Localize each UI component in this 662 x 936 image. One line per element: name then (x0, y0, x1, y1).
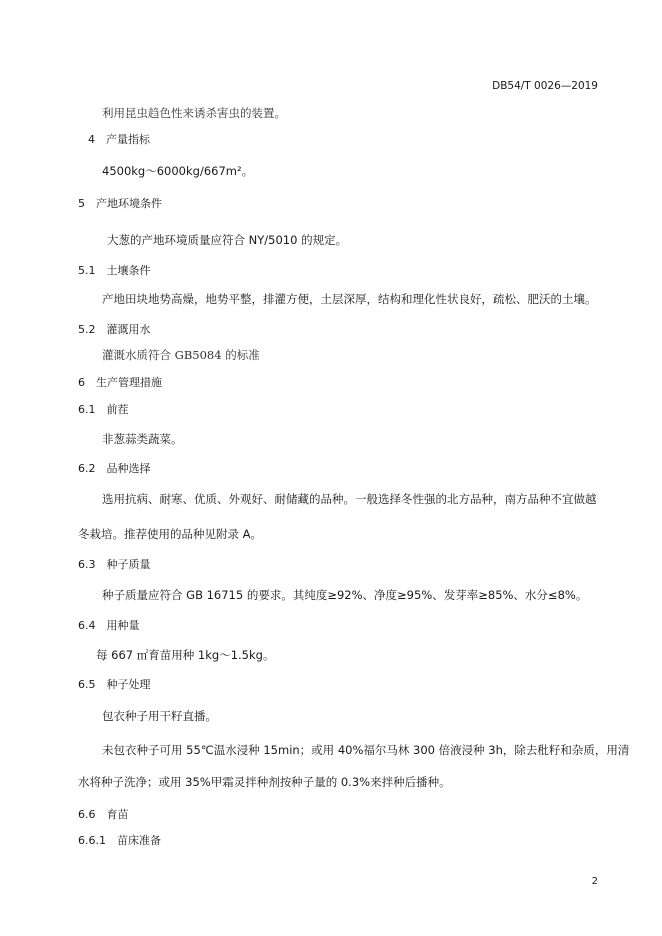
section-heading-6-2: 6.2 品种选择 (78, 462, 151, 475)
section-heading-6-6: 6.6 育苗 (78, 808, 129, 821)
paragraph-line: 未包衣种子可用 55℃温水浸种 15min；或用 40%福尔马林 300 倍液浸种 3h，除去秕籽和杂质，用清 (102, 743, 630, 757)
section-heading-6-4: 6.4 用种量 (78, 619, 140, 632)
paragraph-line: 利用昆虫趋色性来诱杀害虫的装置。 (102, 106, 286, 120)
paragraph-line: 水将种子洗净；或用 35%甲霜灵拌种剂按种子量的 0.3%来拌种后播种。 (78, 775, 451, 789)
section-heading-6-5: 6.5 种子处理 (78, 678, 151, 691)
section-heading-5: 5 产地环境条件 (78, 197, 162, 210)
paragraph-line: 4500kg～6000kg/667m²。 (102, 164, 254, 178)
section-heading-4: 4 产量指标 (88, 133, 150, 146)
paragraph-line: 种子质量应符合 GB 16715 的要求。其纯度≥92%、净度≥95%、发芽率≥85%、水分≤8%。 (102, 588, 588, 602)
paragraph-line: 产地田块地势高燥，地势平整，排灌方便，土层深厚，结构和理化性状良好，疏松、肥沃的土壤。 (102, 292, 597, 306)
paragraph-line: 灌溉水质符合 GB5084 的标准 (102, 348, 260, 362)
section-heading-6-3: 6.3 种子质量 (78, 558, 151, 571)
paragraph-line: 选用抗病、耐寒、优质、外观好、耐储藏的品种。一般选择冬性强的北方品种，南方品种不宜做越 (102, 492, 597, 506)
paragraph-line: 大葱的产地环境质量应符合 NY/5010 的规定。 (107, 233, 348, 247)
paragraph-line: 每 667 ㎡育苗用种 1kg～1.5kg。 (96, 648, 275, 662)
paragraph-line: 包衣种子用干籽直播。 (102, 709, 217, 723)
section-heading-5-2: 5.2 灌溉用水 (78, 323, 151, 336)
page-number: 2 (591, 876, 598, 887)
section-heading-6-1: 6.1 前茬 (78, 403, 129, 416)
section-heading-5-1: 5.1 土壤条件 (78, 264, 151, 277)
paragraph-line: 冬栽培。推荐使用的品种见附录 A。 (78, 527, 263, 541)
section-heading-6: 6 生产管理措施 (78, 376, 162, 389)
paragraph-line: 非葱蒜类蔬菜。 (102, 432, 183, 446)
standard-code-header: DB54/T 0026—2019 (492, 80, 598, 92)
section-heading-6-6-1: 6.6.1 苗床准备 (78, 834, 161, 847)
